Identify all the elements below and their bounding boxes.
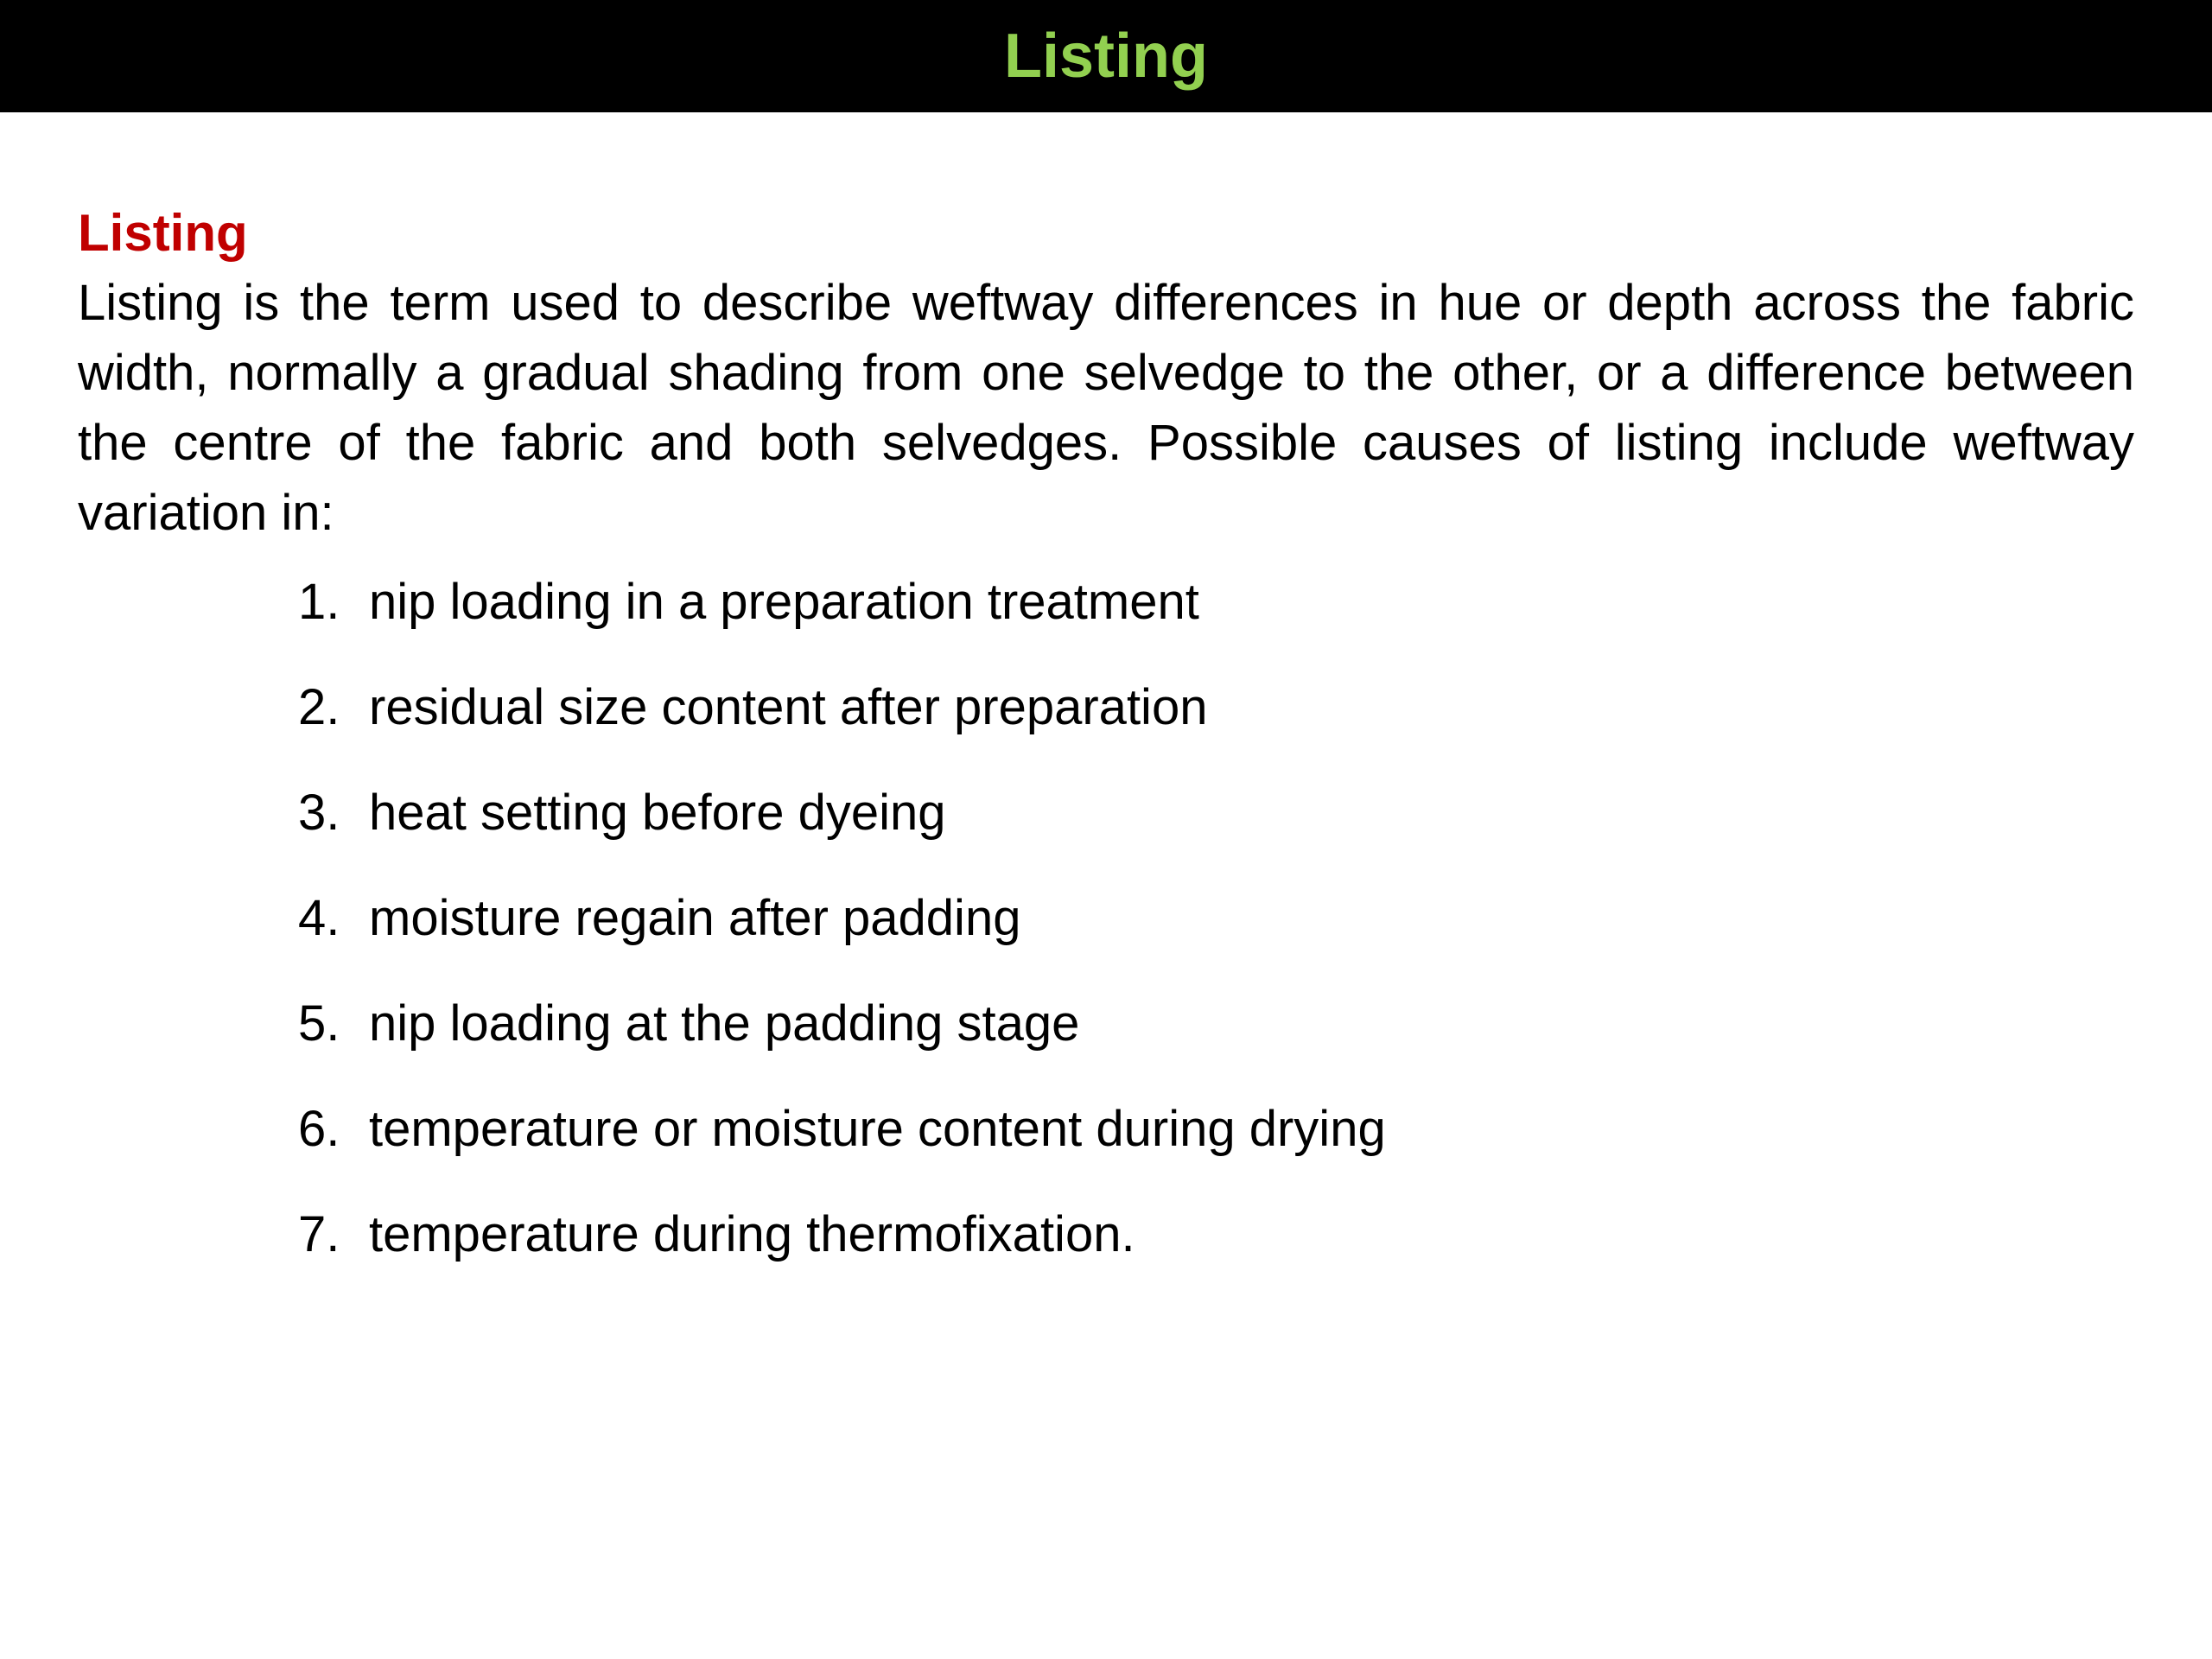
title-bar: [0, 0, 2212, 112]
list-item: [78, 883, 2134, 953]
list-item-text: temperature or moisture content during drying: [369, 1101, 1386, 1157]
list-item-number: 5.: [298, 995, 340, 1052]
list-item-number: 2.: [298, 679, 340, 735]
definition-paragraph: Listing is the term used to describe weftway differences in hue or depth across the fabric width, normally a gradual shading from one selvedge to the other, or a difference between the centre of the fabric and both selvedges. Possible causes of listing include weftway variation in:: [78, 275, 2134, 541]
slide-content: [78, 199, 2134, 1305]
list-item-number: 3.: [298, 785, 340, 841]
list-item-text: temperature during thermofixation.: [369, 1206, 1135, 1262]
list-item: [78, 1094, 2134, 1164]
list-item-text: residual size content after preparation: [369, 679, 1208, 735]
slide-title: Listing: [1004, 22, 1208, 91]
list-item-number: 7.: [298, 1206, 340, 1262]
list-item-text: heat setting before dyeing: [369, 785, 946, 841]
list-item-number: 6.: [298, 1101, 340, 1157]
list-item-text: nip loading in a preparation treatment: [369, 574, 1199, 630]
list-item: [78, 988, 2134, 1058]
list-item: [78, 672, 2134, 742]
list-item: [78, 1199, 2134, 1269]
list-item: [78, 567, 2134, 637]
list-item-text: moisture regain after padding: [369, 890, 1021, 946]
list-item: [78, 778, 2134, 848]
list-item-number: 1.: [298, 574, 340, 630]
section-heading: Listing: [78, 204, 248, 262]
list-item-number: 4.: [298, 890, 340, 946]
causes-list: [78, 567, 2134, 1269]
list-item-text: nip loading at the padding stage: [369, 995, 1080, 1052]
